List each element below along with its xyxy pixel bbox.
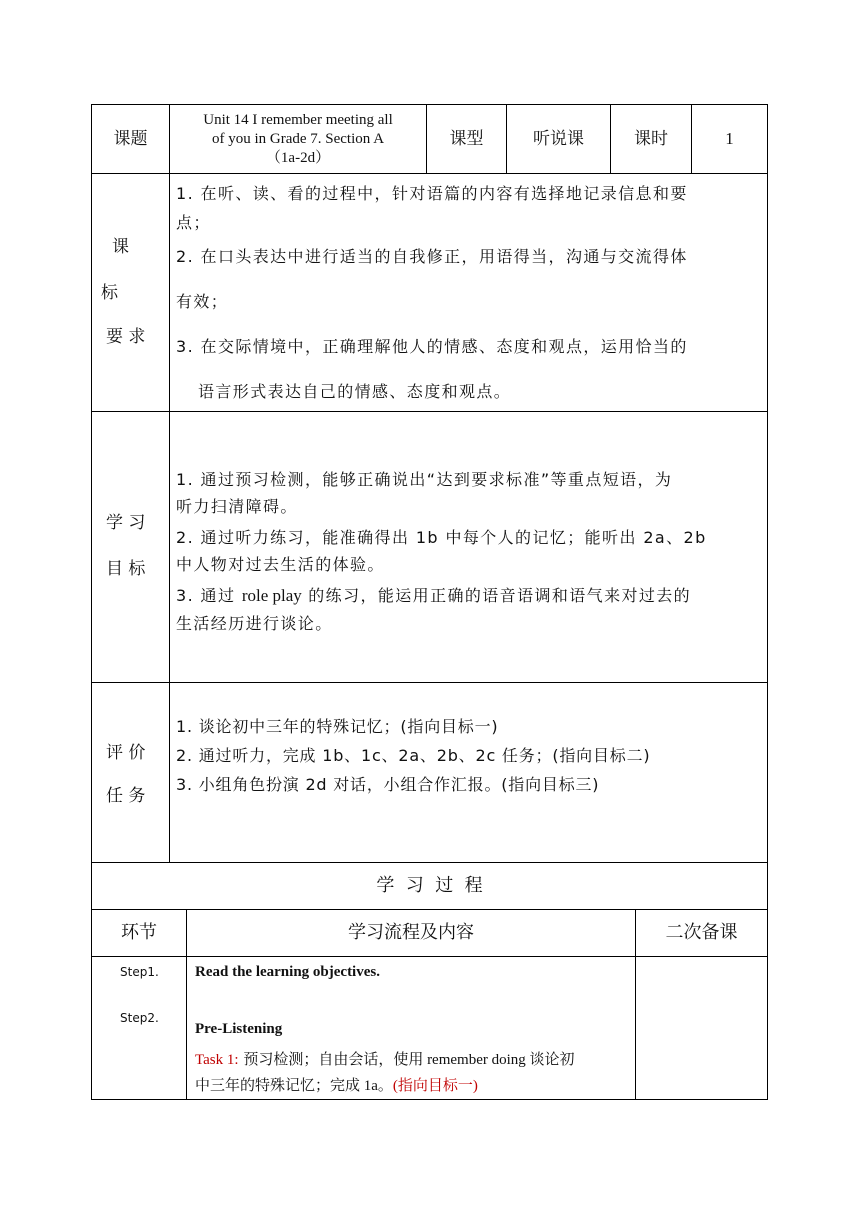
objectives-item2-line2: 中人物对过去生活的体验。 [176, 555, 385, 574]
curriculum-item3-line2: 语言形式表达自己的情感、态度和观点。 [198, 382, 512, 401]
task1-line1 [195, 1048, 575, 1069]
curriculum-item1-line2: 点； [176, 213, 211, 232]
evaluation-label-2: 任 务 [106, 786, 146, 806]
evaluation-item2: 2. 通过听力，完成 1b、1c、2a、2b、2c 任务；(指向目标二) [176, 746, 651, 765]
period-value: 1 [725, 129, 734, 148]
task1-text-line1: 预习检测；自由会话，使用 remember doing 谈论初 [243, 1052, 575, 1068]
course-title-label: 课题 [113, 128, 148, 149]
role-play-term: role play [241, 586, 302, 605]
objectives-item3-line1 [176, 583, 691, 606]
course-title-value [170, 105, 426, 173]
pre-listening-heading: Pre-Listening [195, 1021, 283, 1037]
step1-label: Step1. [120, 965, 159, 979]
evaluation-item3: 3. 小组角色扮演 2d 对话，小组合作汇报。(指向目标三) [176, 775, 600, 794]
col-header-content: 学习流程及内容 [348, 922, 474, 943]
evaluation-label-1: 评 价 [106, 743, 146, 763]
process-section-title: 学 习 过 程 [376, 875, 483, 896]
period-label: 课时 [634, 128, 668, 149]
curriculum-label-2: 标 [101, 283, 118, 303]
objectives-label-1: 学 习 [106, 513, 146, 533]
col-header-stage: 环节 [121, 922, 157, 943]
curriculum-item2-line2: 有效； [176, 292, 229, 311]
objectives-item1-line1: 1. 通过预习检测，能够正确说出“达到要求标准”等重点短语，为 [176, 470, 673, 489]
evaluation-item1: 1. 谈论初中三年的特殊记忆；(指向目标一) [176, 717, 499, 736]
objectives-item3-line1-part-a: 3. 通过 [176, 586, 242, 605]
task1-objective-ref: (指向目标一) [392, 1078, 478, 1094]
course-title-line3: （1a-2d） [265, 149, 331, 166]
curriculum-label-3: 要 求 [106, 327, 146, 347]
task1-line2 [195, 1074, 478, 1095]
course-title-line1: Unit 14 I remember meeting all [203, 111, 393, 128]
objectives-label-2: 目 标 [106, 559, 146, 579]
curriculum-label-1: 课 [112, 237, 129, 257]
objectives-item3-line2: 生活经历进行谈论。 [176, 614, 333, 633]
lesson-type-label: 课型 [449, 128, 484, 149]
task1-text-line2: 中三年的特殊记忆；完成 1a。 [195, 1078, 393, 1094]
objectives-item3-line1-part-c: 的练习，能运用正确的语音语调和语气来对过去的 [301, 586, 692, 605]
objectives-item2-line1: 2. 通过听力练习，能准确得出 1b 中每个人的记忆；能听出 2a、2b [176, 528, 707, 547]
curriculum-item2-line1: 2. 在口头表达中进行适当的自我修正，用语得当，沟通与交流得体 [176, 247, 688, 266]
col-header-second-prep: 二次备课 [665, 922, 738, 943]
step1-text: Read the learning objectives. [195, 964, 380, 980]
curriculum-item1-line1: 1. 在听、读、看的过程中，针对语篇的内容有选择地记录信息和要 [176, 184, 688, 203]
step2-label: Step2. [120, 1011, 159, 1025]
course-title-line2: of you in Grade 7. Section A [211, 130, 385, 147]
lesson-type-value: 听说课 [533, 128, 584, 149]
task1-label: Task 1: [195, 1052, 239, 1068]
curriculum-item3-line1: 3. 在交际情境中，正确理解他人的情感、态度和观点，运用恰当的 [176, 337, 688, 356]
objectives-item1-line2: 听力扫清障碍。 [176, 497, 298, 516]
